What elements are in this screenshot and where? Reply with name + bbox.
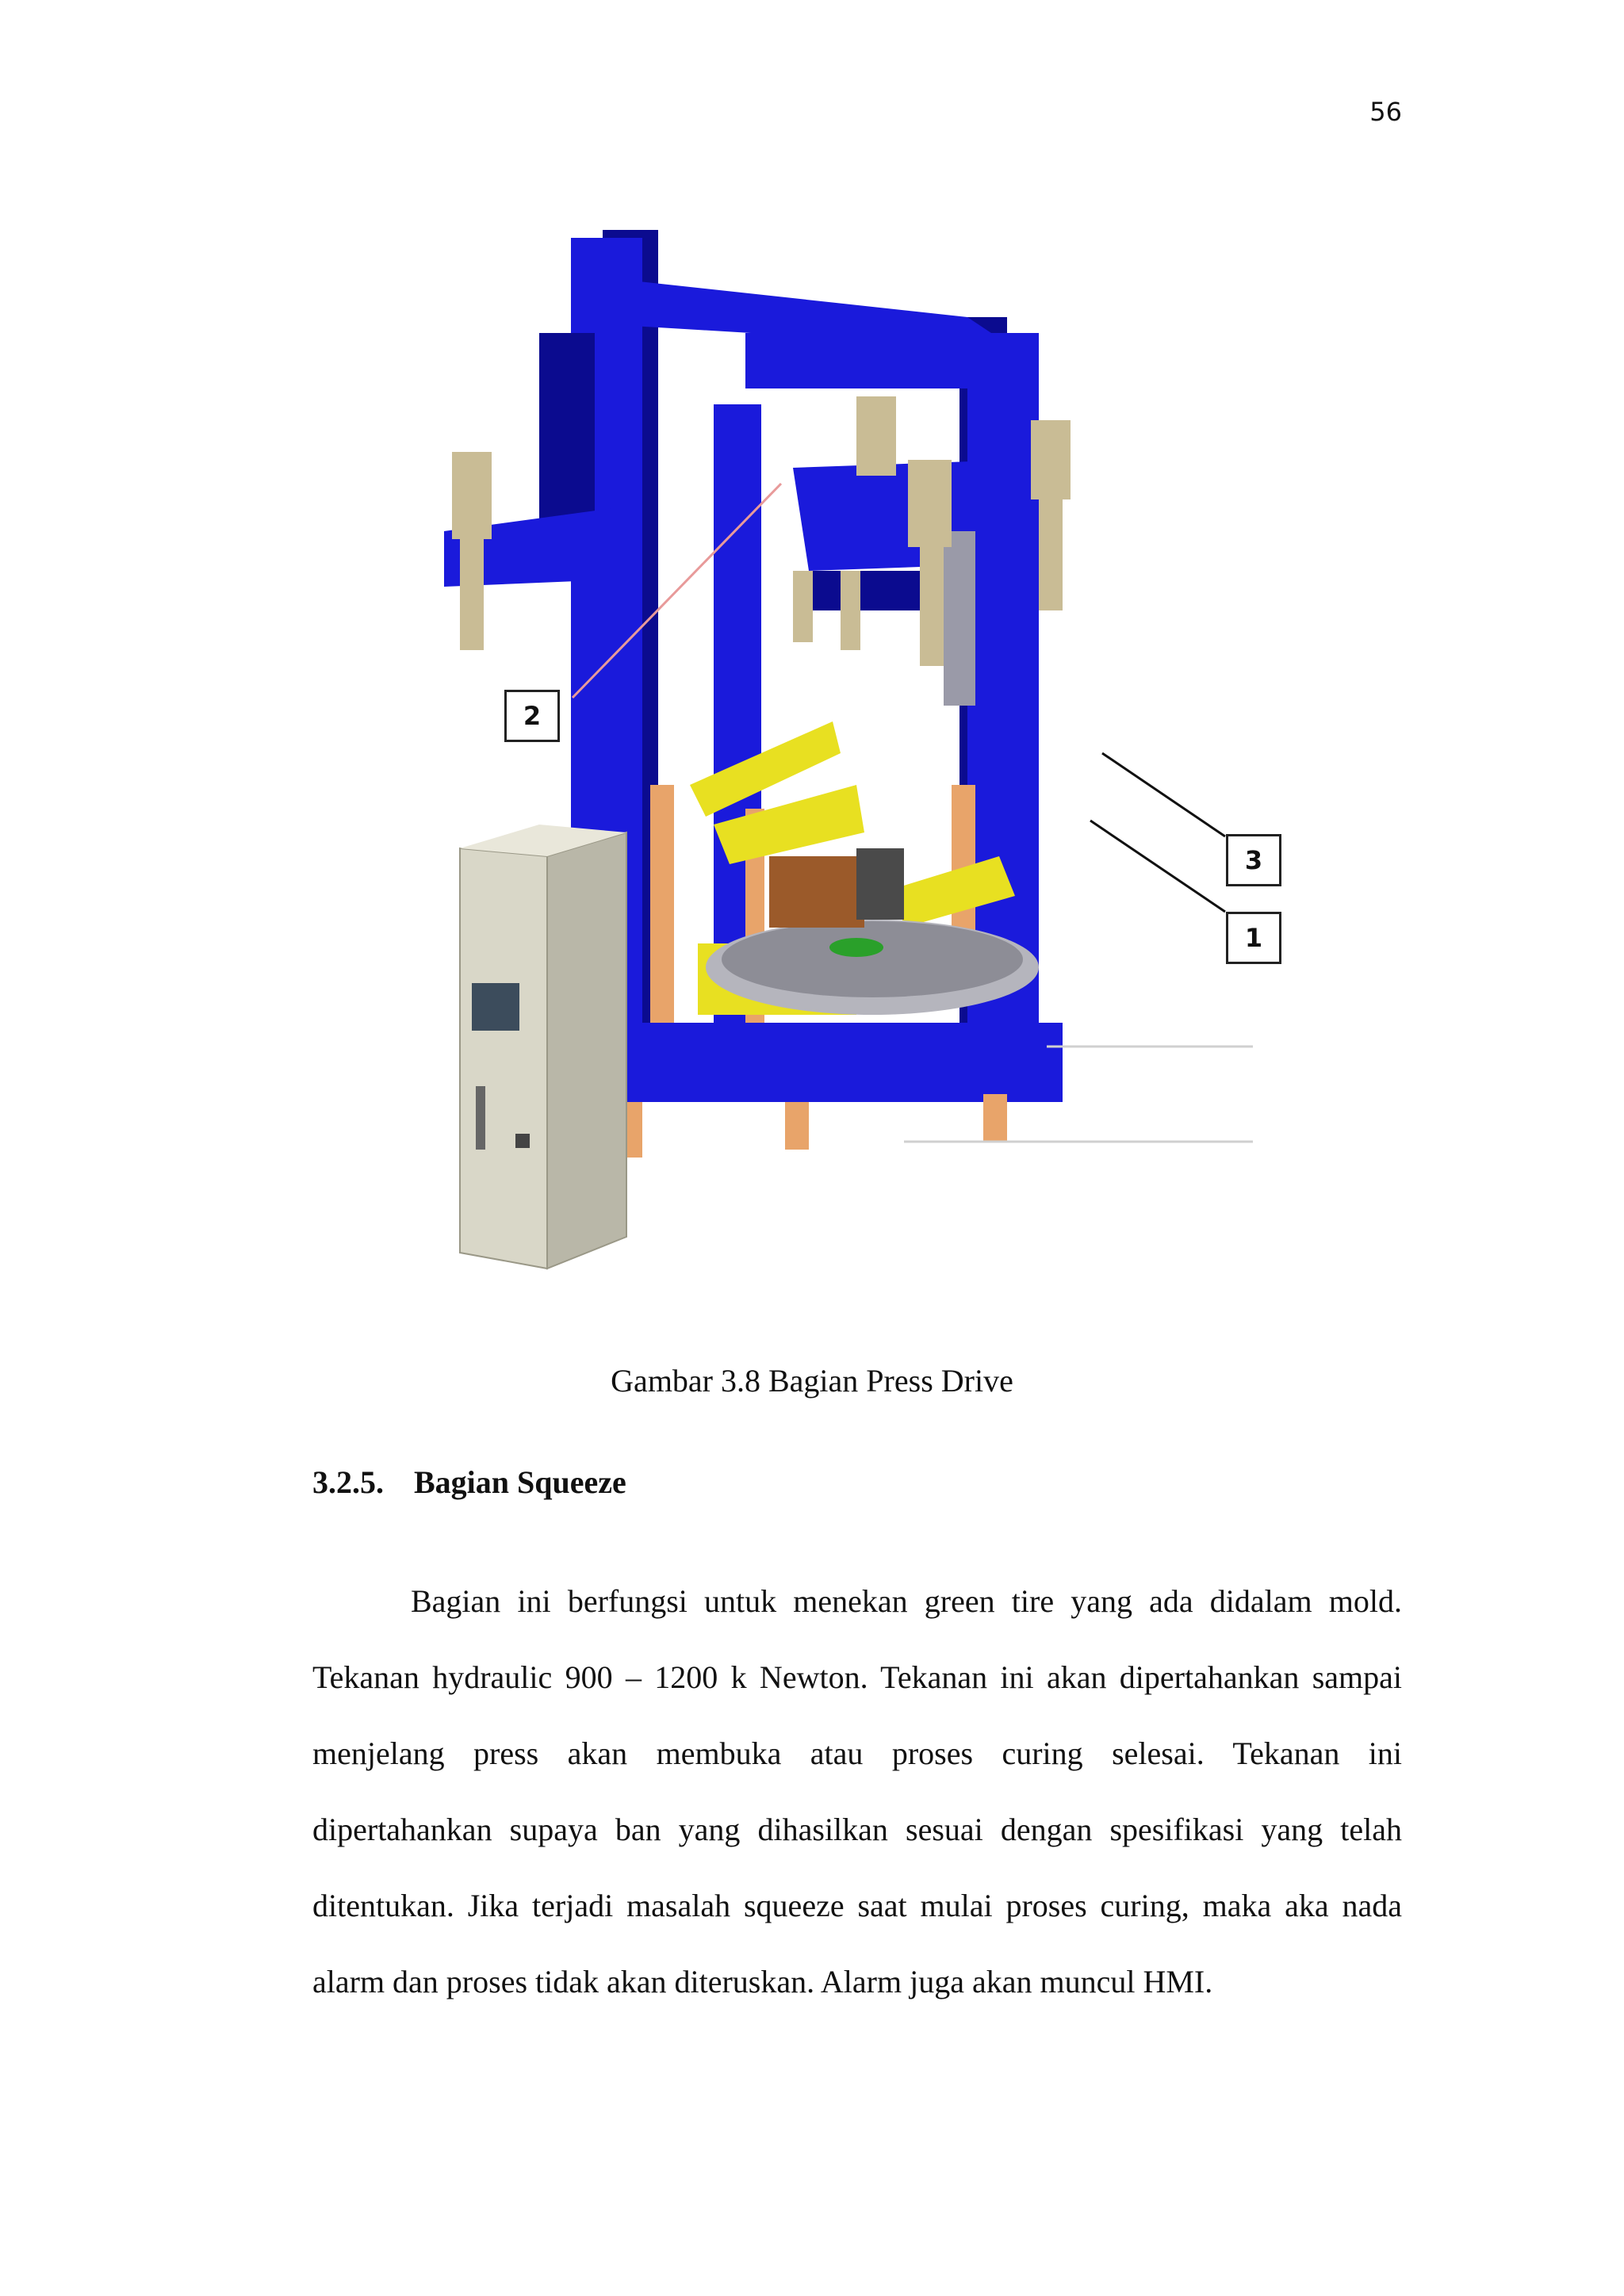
section-title: Bagian Squeeze xyxy=(414,1464,626,1500)
section-heading xyxy=(312,1464,626,1501)
press-drive-machine-illustration xyxy=(412,230,1253,1292)
callout-label-2: 2 xyxy=(504,690,560,742)
callout-label-1: 1 xyxy=(1226,912,1281,964)
body-paragraph xyxy=(312,1563,1402,2020)
paragraph-line: ditentukan. Jika terjadi masalah squeeze saat mulai proses curing, maka aka nada xyxy=(312,1888,1402,1923)
paragraph-line: Bagian ini berfungsi untuk menekan green tire yang ada didalam mold. xyxy=(411,1583,1402,1619)
paragraph-line: alarm dan proses tidak akan diteruskan. Alarm juga akan muncul HMI. xyxy=(312,1964,1213,1999)
paragraph-line: dipertahankan supaya ban yang dihasilkan sesuai dengan spesifikasi yang telah xyxy=(312,1812,1402,1847)
section-number: 3.2.5. xyxy=(312,1464,384,1500)
paragraph-line: Tekanan hydraulic 900 – 1200 k Newton. Tekanan ini akan dipertahankan sampai xyxy=(312,1659,1402,1695)
paragraph-line: menjelang press akan membuka atau proses curing selesai. Tekanan ini xyxy=(312,1735,1402,1771)
figure-caption: Gambar 3.8 Bagian Press Drive xyxy=(611,1363,1013,1399)
press-drive-figure xyxy=(412,230,1253,1292)
page-number: 56 xyxy=(1369,97,1402,127)
callout-label-3: 3 xyxy=(1226,834,1281,886)
